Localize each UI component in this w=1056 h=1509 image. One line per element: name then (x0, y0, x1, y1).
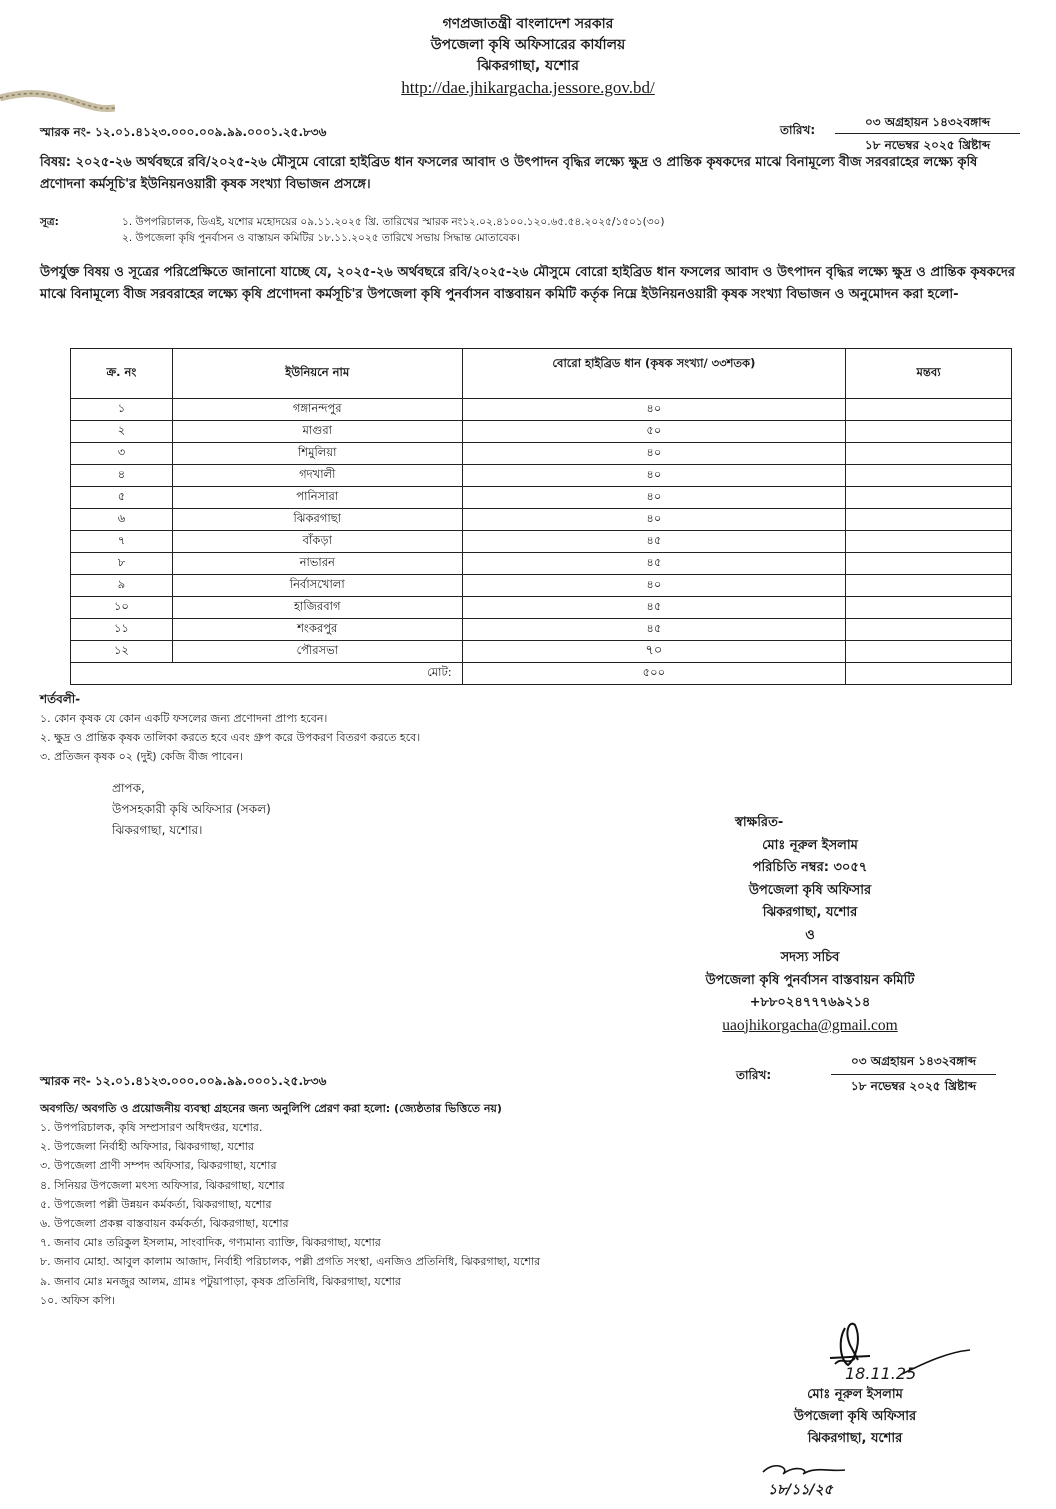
office-location: ঝিকরগাছা, যশোর (477, 58, 579, 74)
condition-item: ১. কোন কৃষক যে কোন একটি ফসলের জন্য প্রণোদনা প্রাপ্য হবেন। (40, 712, 328, 725)
copy-to-item: ১. উপপরিচালক, কৃষি সম্প্রসারণ অধিদপ্তর, যশোর. (40, 1121, 263, 1134)
cell-serial: ৮ (71, 553, 173, 575)
government-name: গণপ্রজাতন্ত্রী বাংলাদেশ সরকার (442, 16, 614, 32)
signatory-location: ঝিকরগাছা, যশোর (762, 905, 858, 920)
copy-to-item: ৭. জনাব মোঃ তরিকুল ইসলাম, সাংবাদিক, গণ্যমান্য ব্যাক্তি, ঝিকরগাছা, যশোর (40, 1236, 381, 1250)
subject-line: বিষয়: ২০২৫-২৬ অর্থবছরে রবি/২০২৫-২৬ মৌসুমে বোরো হাইব্রিড ধান ফসলের আবাদ ও উৎপাদন বৃদ্ধির লক্ষ্যে ক্ষুদ্র ও প্রান্তিক কৃষকদের মাঝে বিনামূল্যে বীজ সরবরাহের লক্ষ্যে কৃষি প্রণোদনা কর্মসূচি'র ইউনিয়নওয়ারী কৃষক সংখ্যা বিভাজন প্রসঙ্গে। (40, 155, 978, 192)
signatory-designation: উপজেলা কৃষি অফিসার (748, 882, 872, 898)
signed-label: স্বাক্ষরিত- (735, 815, 784, 830)
cell-serial: ৯ (71, 575, 173, 597)
cell-quantity: ৪৫ (462, 619, 846, 641)
cell-union: হাজিরবাগ (172, 597, 462, 619)
cell-serial: ২ (71, 421, 173, 443)
total-remarks (846, 663, 1012, 685)
cell-serial: ১২ (71, 641, 173, 663)
table-row (71, 641, 1012, 663)
total-label: মোট: (71, 663, 463, 685)
recipient-label: প্রাপক, (112, 781, 145, 795)
cell-quantity: ৪০ (462, 399, 846, 421)
header-serial: ক্র. নং (71, 349, 173, 399)
table-row (71, 619, 1012, 641)
date-bangla: ০৩ অগ্রহায়ন ১৪৩২বঙ্গাব্দ (864, 115, 991, 129)
copy-to-item: ৮. জনাব মোহা. আবুল কালাম আজাদ, নির্বাহী পরিচালক, পল্লী প্রগতি সংস্থা, এনজিও প্রতিনিধি, ঝিকরগাছা, যশোর (40, 1255, 541, 1269)
recipient-designation: উপসহকারী কৃষি অফিসার (সকল) (112, 802, 271, 816)
cell-quantity: ৪০ (462, 443, 846, 465)
date-label: তারিখ: (780, 123, 816, 137)
signatory-committee: উপজেলা কৃষি পুনর্বাসন বাস্তবায়ন কমিটি (705, 972, 915, 988)
cell-quantity: ৫০ (462, 421, 846, 443)
final-signatory-name: মোঃ নূরুল ইসলাম (807, 1387, 903, 1402)
reference-item: ২. উপজেলা কৃষি পুনর্বাসন ও বাস্তায়ন কমিটির ১৮.১১.২০২৫ তারিখে সভায় সিদ্ধান্ত মোতাবেক। (122, 232, 520, 244)
cell-quantity: ৪০ (462, 465, 846, 487)
cell-serial: ১ (71, 399, 173, 421)
table-total-row (71, 663, 1012, 685)
cell-union: গঙ্গানন্দপুর (172, 399, 462, 421)
cell-union: বাঁকড়া (172, 531, 462, 553)
allocation-table (70, 348, 1012, 685)
office-name: উপজেলা কৃষি অফিসারের কার্যালয় (430, 37, 626, 53)
conditions (40, 690, 420, 766)
cell-union: মাগুরা (172, 421, 462, 443)
header-union: ইউনিয়নে নাম (172, 349, 462, 399)
copy-to-item: ৯. জনাব মোঃ মনজুর আলম, গ্রামঃ পটুয়াপাড়া, কৃষক প্রতিনিধি, ঝিকরগাছা, যশোর (40, 1274, 401, 1288)
signatory-name: মোঃ নূরুল ইসলাম (762, 837, 858, 853)
website-link[interactable]: http://dae.jhikargacha.jessore.gov.bd/ (401, 78, 655, 97)
date-label: তারিখ: (736, 1068, 772, 1082)
table-row (71, 553, 1012, 575)
cell-union: ঝিকরগাছা (172, 509, 462, 531)
date-bangla: ০৩ অগ্রহায়ন ১৪৩২বঙ্গাব্দ (850, 1054, 977, 1068)
date-divider (835, 133, 1020, 134)
cell-quantity: ৭০ (462, 641, 846, 663)
copy-to-item: ৬. উপজেলা প্রকল্প বাস্তবায়ন কর্মকর্তা, ঝিকরগাছা, যশোর (40, 1217, 289, 1231)
memo-number: স্মারক নং- ১২.০১.৪১২৩.০০০.০০৯.৯৯.০০০১.২৫.৮৩৬ (40, 125, 327, 139)
cell-quantity: ৪০ (462, 575, 846, 597)
cell-serial: ৩ (71, 443, 173, 465)
cell-remarks (846, 399, 1012, 421)
header-quantity: বোরো হাইব্রিড ধান (কৃষক সংখ্যা/ ৩৩শতক) (462, 349, 846, 399)
cell-union: গদখালী (172, 465, 462, 487)
table-row (71, 399, 1012, 421)
cell-remarks (846, 487, 1012, 509)
signatory-id: পরিচিতি নম্বর: ৩০৫৭ (752, 860, 868, 875)
memo-number-copy: স্মারক নং- ১২.০১.৪১২৩.০০০.০০৯.৯৯.০০০১.২৫.৮৩৬ (40, 1074, 327, 1088)
copy-to-item: ২. উপজেলা নির্বাহী অফিসার, ঝিকরগাছা, যশোর (40, 1140, 254, 1154)
date-english: ১৮ নভেম্বর ২০২৫ খ্রিষ্টাব্দ (850, 1079, 977, 1093)
cell-remarks (846, 553, 1012, 575)
date-divider (831, 1074, 996, 1075)
copy-to-item: ৩. উপজেলা প্রাণী সম্পদ অফিসার, ঝিকরগাছা, যশোর (40, 1159, 277, 1173)
cell-remarks (846, 575, 1012, 597)
cell-quantity: ৪০ (462, 487, 846, 509)
cell-remarks (846, 443, 1012, 465)
cell-quantity: ৪৫ (462, 531, 846, 553)
cell-serial: ১০ (71, 597, 173, 619)
final-signatory-designation: উপজেলা কৃষি অফিসার (793, 1409, 917, 1424)
table-row (71, 421, 1012, 443)
total-value: ৫০০ (462, 663, 846, 685)
cell-remarks (846, 597, 1012, 619)
signatory-and: ও (805, 927, 815, 943)
cell-union: পানিসারা (172, 487, 462, 509)
copy-to-item: ১০. অফিস কপি। (40, 1293, 116, 1307)
handwritten-date: 18.11.25 (845, 1364, 917, 1383)
copy-to-item: ৫. উপজেলা পল্লী উন্নয়ন কর্মকর্তা, ঝিকরগাছা, যশোর (40, 1197, 272, 1211)
signatory-phone: +৮৮০২৪৭৭৭৬৯২১৪ (749, 995, 871, 1010)
date-english: ১৮ নভেম্বর ২০২৫ খ্রিষ্টাব্দ (864, 138, 991, 152)
cell-union: নির্বাসখোলা (172, 575, 462, 597)
condition-item: ২. ক্ষুদ্র ও প্রান্তিক কৃষক তালিকা করতে হবে এবং গ্রুপ করে উপকরণ বিতরণ করতে হবে। (40, 731, 421, 744)
copy-to-list (40, 1118, 540, 1310)
table-row (71, 465, 1012, 487)
reference-item: ১. উপপরিচালক, ডিএই, যশোর মহোদয়ের ০৯.১১.২০২৫ খ্রি. তারিখের স্মারক নং১২.০২.৪১০০.১২০.৬৫.৫৪.২০২৫/১৫০১(৩০) (122, 216, 665, 228)
cell-remarks (846, 421, 1012, 443)
date-block-copy (736, 1053, 996, 1093)
string-tag-icon (0, 88, 115, 114)
final-signatory-location: ঝিকরগাছা, যশোর (807, 1431, 903, 1446)
cell-union: শিমুলিয়া (172, 443, 462, 465)
cell-quantity: ৪৫ (462, 597, 846, 619)
references (40, 214, 1020, 250)
cell-serial: ৪ (71, 465, 173, 487)
header-remarks: মন্তব্য (846, 349, 1012, 399)
condition-item: ৩. প্রতিজন কৃষক ০২ (দুই) কেজি বীজ পাবেন। (40, 750, 243, 763)
cell-remarks (846, 619, 1012, 641)
copy-to-item: ৪. সিনিয়র উপজেলা মৎস্য অফিসার, ঝিকরগাছা, যশোর (40, 1178, 285, 1192)
cell-serial: ১১ (71, 619, 173, 641)
table-row (71, 531, 1012, 553)
table-row (71, 575, 1012, 597)
recipient-location: ঝিকরগাছা, যশোর। (112, 823, 203, 837)
cell-union: পৌরসভা (172, 641, 462, 663)
cell-remarks (846, 465, 1012, 487)
cell-serial: ৫ (71, 487, 173, 509)
table-row (71, 443, 1012, 465)
cell-remarks (846, 641, 1012, 663)
body-paragraph: উপর্যুক্ত বিষয় ও সূত্রের পরিপ্রেক্ষিতে জানানো যাচ্ছে যে, ২০২৫-২৬ অর্থবছরে রবি/২০২৫-২৬ মৌসুমে বোরো হাইব্রিড ধান ফসলের আবাদ ও উৎপাদন বৃদ্ধির লক্ষ্যে ক্ষুদ্র ও প্রান্তিক কৃষকদের মাঝে বিনামূল্যে বীজ সরবরাহের লক্ষ্যে কৃষি প্রণোদনা কর্মসূচি'র উপজেলা কৃষি পুনর্বাসন বাস্তবায়ন কমিটি কর্তৃক নিম্নে ইউনিয়নওয়ারী কৃষক সংখ্যা বিভাজন ও অনুমোদন করা হলো- (40, 265, 1015, 302)
copy-to-heading: অবগতি/ অবগতি ও প্রয়োজনীয় ব্যবস্থা গ্রহনের জন্য অনুলিপি প্রেরণ করা হলো: (জ্যেষ্ঠতার ভিত্তিতে নয়) (40, 1102, 502, 1115)
signatory-role: সদস্য সচিব (780, 950, 840, 965)
date-block (780, 114, 1025, 154)
table-row (71, 509, 1012, 531)
cell-remarks (846, 531, 1012, 553)
table-row (71, 487, 1012, 509)
cell-quantity: ৪৫ (462, 553, 846, 575)
cell-serial: ৬ (71, 509, 173, 531)
recipient-block (112, 778, 271, 841)
signatory-block (640, 812, 980, 1037)
signatory-email[interactable]: uaojhikorgacha@gmail.com (722, 1016, 898, 1034)
conditions-title: শর্তবলী- (40, 692, 81, 706)
table-row (71, 597, 1012, 619)
cell-quantity: ৪০ (462, 509, 846, 531)
references-label: সূত্র: (40, 216, 59, 228)
cell-union: শংকরপুর (172, 619, 462, 641)
table-header-row (71, 349, 1012, 399)
initials-date: ১৮/১১/২৫ (768, 1482, 833, 1498)
letterhead (0, 14, 1056, 99)
cell-remarks (846, 509, 1012, 531)
cell-serial: ৭ (71, 531, 173, 553)
final-signature-block (775, 1384, 935, 1450)
cell-union: নাভারন (172, 553, 462, 575)
